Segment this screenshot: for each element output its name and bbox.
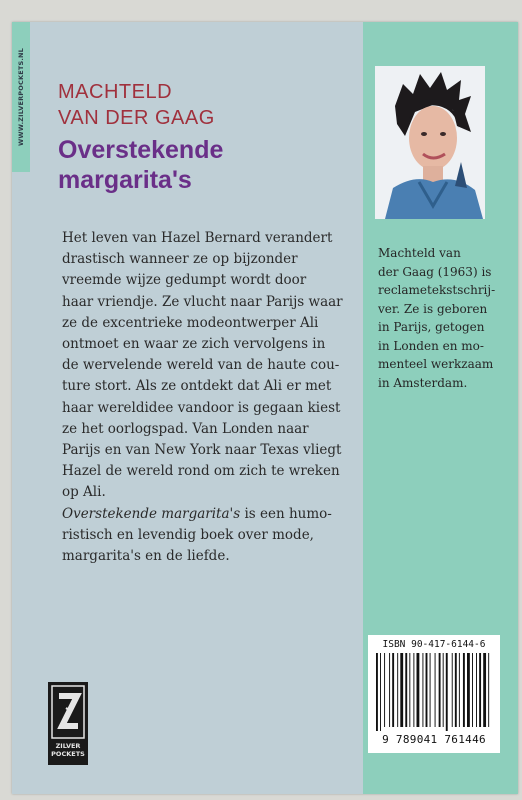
title-line-1: Overstekende	[58, 136, 224, 164]
blurb	[62, 228, 352, 567]
barcode-bar	[459, 653, 460, 727]
blurb-line-6: ontmoet en waar ze zich vervolgens in	[62, 336, 326, 353]
bio-line-8: in Amsterdam.	[378, 375, 468, 390]
author-portrait-image	[375, 66, 485, 219]
author-line-1: MACHTELD	[58, 81, 173, 103]
blurb-closing	[62, 504, 352, 525]
barcode-bar	[397, 653, 398, 727]
blurb-italic-title: Overstekende margarita's	[62, 505, 241, 522]
blurb-lines	[62, 228, 352, 504]
blurb-closing-line-2: margarita's en de liefde.	[62, 548, 230, 565]
barcode-bar	[392, 653, 394, 727]
bio-line-5: in Parijs, getogen	[378, 320, 485, 334]
blurb-line-2: drastisch wanneer ze op bijzonder	[62, 251, 298, 268]
bio-line-7: menteel werkzaam	[378, 357, 494, 371]
barcode-bar	[443, 653, 444, 727]
author-line-2: VAN DER GAAG	[58, 107, 215, 129]
barcode-bar	[452, 653, 453, 727]
blurb-line-1: Het leven van Hazel Bernard verandert	[62, 230, 333, 246]
blurb-line-9: haar wereldidee vandoor is gegaan kiest	[62, 399, 341, 416]
logo-line-1: ZILVER	[55, 742, 81, 750]
author-photo	[375, 66, 485, 219]
barcode-digits: 9 789041 761446	[382, 733, 486, 746]
barcode-bar	[380, 653, 381, 731]
barcode-bar	[467, 653, 470, 727]
barcode-bars	[374, 653, 494, 731]
barcode-box	[368, 635, 500, 753]
title-line-2: margarita's	[58, 166, 192, 194]
barcode-bar	[488, 653, 489, 727]
blurb-closing-lines	[62, 525, 352, 567]
blurb-line-12: Hazel de wereld rond om zich te wreken	[62, 463, 340, 480]
barcode-bar	[417, 653, 420, 727]
barcode-bar	[472, 653, 473, 727]
blurb-line-7: de wervelende wereld van de haute cou-	[62, 357, 340, 374]
bio-line-3: reclametekstschrij-	[378, 283, 496, 297]
barcode-bar	[422, 653, 423, 727]
barcode-bar	[479, 653, 481, 727]
blurb-line-11: Parijs en van New York naar Texas vliegt	[62, 442, 342, 459]
barcode-bar	[483, 653, 486, 727]
barcode-bar	[376, 653, 378, 731]
barcode-bar	[400, 653, 403, 727]
spine-strip	[12, 22, 30, 172]
barcode-bar	[430, 653, 431, 727]
blurb-line-4: haar vriendje. Ze vlucht naar Parijs waar	[62, 293, 343, 310]
blurb-line-8: ture stort. Als ze ontdekt dat Ali er met	[62, 378, 332, 395]
blurb-closing-rest: is een humo-	[240, 505, 332, 522]
barcode-bar	[384, 653, 385, 727]
isbn-number: ISBN 90-417-6144-6	[382, 639, 486, 650]
bio-line-6: in Londen en mo-	[378, 338, 484, 353]
blurb-line-3: vreemde wijze gedumpt wordt door	[62, 272, 307, 289]
barcode-bar	[455, 653, 457, 727]
zilver-z-icon	[48, 682, 88, 742]
bio-line-4: ver. Ze is geboren	[378, 301, 488, 316]
publisher-logo	[48, 682, 88, 765]
book-title	[58, 135, 223, 195]
bio-line-2: der Gaag (1963) is	[378, 264, 492, 279]
barcode-bar	[389, 653, 390, 727]
book-back-cover	[12, 22, 518, 794]
barcode-bar	[426, 653, 428, 727]
logo-line-2: POCKETS	[51, 750, 85, 758]
barcode-bar	[476, 653, 477, 727]
barcode-bar	[435, 653, 436, 727]
barcode-bar	[409, 653, 410, 727]
blurb-closing-line-1: ristisch en levendig boek over mode,	[62, 526, 314, 543]
barcode-bar	[405, 653, 407, 727]
blurb-line-10: ze het oorlogspad. Van Londen naar	[62, 420, 309, 437]
author-bio	[378, 244, 504, 392]
barcode-bar	[413, 653, 414, 727]
bio-lines	[378, 244, 504, 392]
barcode-bar	[439, 653, 441, 727]
blurb-line-13: op Ali.	[62, 484, 106, 501]
author-name	[58, 79, 215, 131]
blurb-line-5: ze de excentrieke modeontwerper Ali	[62, 314, 319, 331]
barcode-bar	[463, 653, 465, 727]
barcode-bar	[446, 653, 448, 731]
spine-url: WWW.ZILVERPOCKETS.NL	[17, 47, 25, 147]
bio-line-1: Machteld van	[378, 246, 461, 260]
